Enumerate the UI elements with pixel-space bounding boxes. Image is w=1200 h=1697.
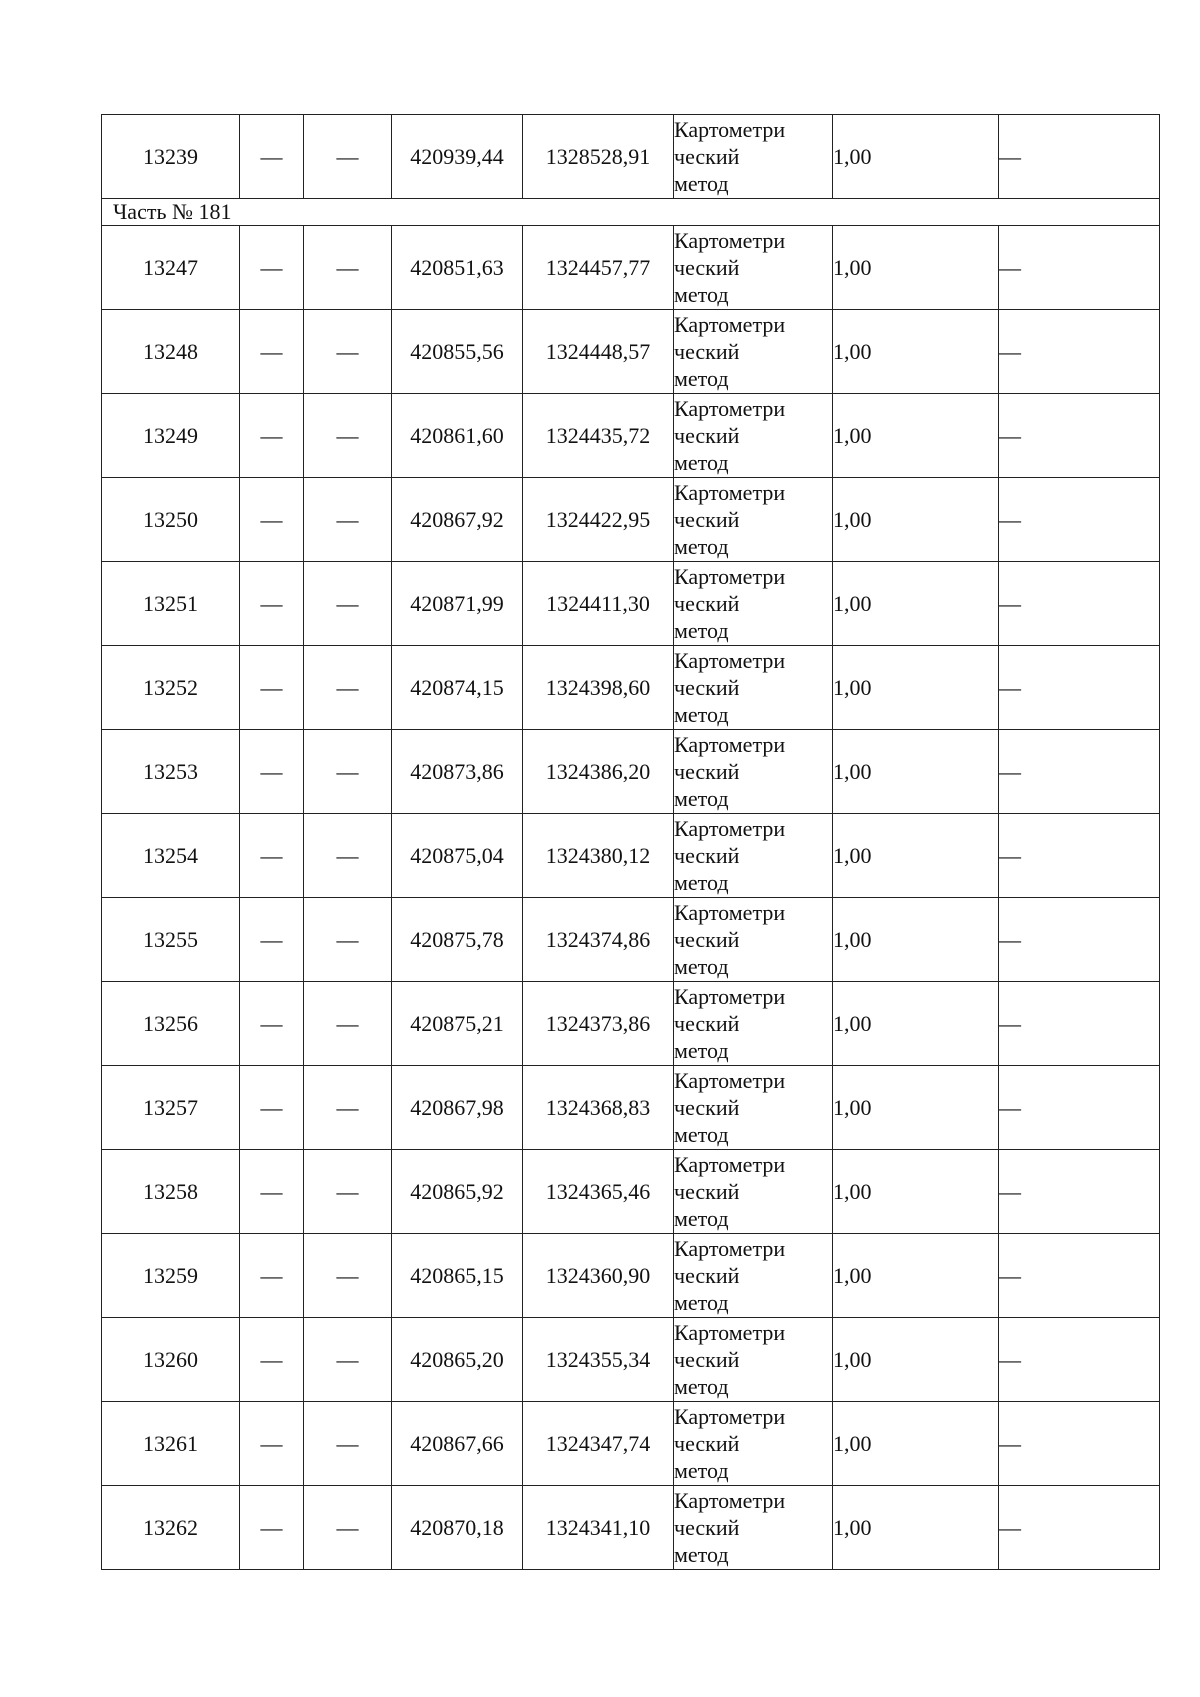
empty-cell: — — [999, 1486, 1160, 1570]
empty-cell: — — [240, 646, 304, 730]
empty-cell: — — [999, 814, 1160, 898]
point-number: 13256 — [102, 982, 240, 1066]
method-cell — [674, 115, 833, 199]
method-cell — [674, 310, 833, 394]
point-number: 13252 — [102, 646, 240, 730]
method-line: Картометри — [674, 480, 786, 505]
table-row — [102, 646, 1160, 730]
empty-cell: — — [999, 394, 1160, 478]
coordinate-x: 420855,56 — [392, 310, 523, 394]
point-number: 13257 — [102, 1066, 240, 1150]
coordinate-x: 420875,78 — [392, 898, 523, 982]
method-cell — [674, 646, 833, 730]
method-line: ческий — [674, 507, 740, 532]
empty-cell: — — [304, 562, 392, 646]
coordinate-x: 420939,44 — [392, 115, 523, 199]
empty-cell: — — [240, 1066, 304, 1150]
method-line: ческий — [674, 927, 740, 952]
coordinate-x: 420865,92 — [392, 1150, 523, 1234]
method-line: метод — [674, 171, 729, 196]
method-line: ческий — [674, 423, 740, 448]
coordinate-x: 420874,15 — [392, 646, 523, 730]
point-number: 13253 — [102, 730, 240, 814]
part-heading: Часть № 181 — [102, 199, 1160, 226]
accuracy-cell: 1,00 — [833, 1318, 999, 1402]
coordinate-x: 420861,60 — [392, 394, 523, 478]
coordinate-y: 1324380,12 — [523, 814, 674, 898]
empty-cell: — — [304, 1066, 392, 1150]
coordinate-y: 1328528,91 — [523, 115, 674, 199]
empty-cell: — — [304, 898, 392, 982]
coordinate-y: 1324422,95 — [523, 478, 674, 562]
empty-cell: — — [304, 1486, 392, 1570]
table-row — [102, 1066, 1160, 1150]
empty-cell: — — [304, 730, 392, 814]
table-body — [102, 115, 1160, 1570]
coordinate-x: 420865,15 — [392, 1234, 523, 1318]
method-line: Картометри — [674, 732, 786, 757]
method-line: метод — [674, 1038, 729, 1063]
empty-cell: — — [304, 982, 392, 1066]
method-line: метод — [674, 282, 729, 307]
empty-cell: — — [240, 898, 304, 982]
method-line: ческий — [674, 843, 740, 868]
empty-cell: — — [240, 1486, 304, 1570]
point-number: 13254 — [102, 814, 240, 898]
coordinate-x: 420851,63 — [392, 226, 523, 310]
method-line: метод — [674, 618, 729, 643]
method-line: метод — [674, 954, 729, 979]
method-cell — [674, 814, 833, 898]
empty-cell: — — [240, 1234, 304, 1318]
accuracy-cell: 1,00 — [833, 1234, 999, 1318]
method-line: метод — [674, 1206, 729, 1231]
method-cell — [674, 730, 833, 814]
coordinate-x: 420875,21 — [392, 982, 523, 1066]
table-row — [102, 898, 1160, 982]
method-line: ческий — [674, 1179, 740, 1204]
empty-cell: — — [304, 115, 392, 199]
method-line: Картометри — [674, 564, 786, 589]
empty-cell: — — [240, 814, 304, 898]
accuracy-cell: 1,00 — [833, 646, 999, 730]
method-line: Картометри — [674, 816, 786, 841]
empty-cell: — — [240, 1150, 304, 1234]
method-cell — [674, 1234, 833, 1318]
empty-cell: — — [304, 310, 392, 394]
coordinate-y: 1324374,86 — [523, 898, 674, 982]
method-line: ческий — [674, 1515, 740, 1540]
coordinate-x: 420867,98 — [392, 1066, 523, 1150]
method-cell — [674, 1150, 833, 1234]
empty-cell: — — [304, 1150, 392, 1234]
empty-cell: — — [240, 478, 304, 562]
coordinate-y: 1324360,90 — [523, 1234, 674, 1318]
table-row — [102, 1150, 1160, 1234]
method-line: метод — [674, 366, 729, 391]
accuracy-cell: 1,00 — [833, 898, 999, 982]
method-line: метод — [674, 450, 729, 475]
empty-cell: — — [240, 226, 304, 310]
method-cell — [674, 898, 833, 982]
accuracy-cell: 1,00 — [833, 226, 999, 310]
method-cell — [674, 562, 833, 646]
method-line: Картометри — [674, 1152, 786, 1177]
method-cell — [674, 478, 833, 562]
coordinate-y: 1324457,77 — [523, 226, 674, 310]
method-line: ческий — [674, 1347, 740, 1372]
coordinate-y: 1324341,10 — [523, 1486, 674, 1570]
empty-cell: — — [999, 646, 1160, 730]
point-number: 13250 — [102, 478, 240, 562]
method-line: ческий — [674, 255, 740, 280]
coordinate-y: 1324347,74 — [523, 1402, 674, 1486]
method-line: Картометри — [674, 1068, 786, 1093]
accuracy-cell: 1,00 — [833, 310, 999, 394]
empty-cell: — — [999, 115, 1160, 199]
coordinate-x: 420871,99 — [392, 562, 523, 646]
point-number: 13258 — [102, 1150, 240, 1234]
empty-cell: — — [999, 226, 1160, 310]
table-row — [102, 310, 1160, 394]
method-line: Картометри — [674, 228, 786, 253]
point-number: 13262 — [102, 1486, 240, 1570]
method-cell — [674, 394, 833, 478]
empty-cell: — — [240, 562, 304, 646]
empty-cell: — — [240, 1318, 304, 1402]
method-line: метод — [674, 1542, 729, 1567]
method-line: ческий — [674, 1095, 740, 1120]
method-line: метод — [674, 1290, 729, 1315]
accuracy-cell: 1,00 — [833, 1150, 999, 1234]
table-row — [102, 1486, 1160, 1570]
point-number: 13259 — [102, 1234, 240, 1318]
method-line: Картометри — [674, 984, 786, 1009]
empty-cell: — — [999, 1402, 1160, 1486]
method-cell — [674, 982, 833, 1066]
method-cell — [674, 1486, 833, 1570]
method-line: ческий — [674, 591, 740, 616]
method-line: метод — [674, 786, 729, 811]
empty-cell: — — [999, 478, 1160, 562]
empty-cell: — — [304, 478, 392, 562]
coordinate-y: 1324448,57 — [523, 310, 674, 394]
method-cell — [674, 1402, 833, 1486]
method-line: Картометри — [674, 312, 786, 337]
empty-cell: — — [999, 730, 1160, 814]
table-row — [102, 226, 1160, 310]
point-number: 13261 — [102, 1402, 240, 1486]
method-line: ческий — [674, 675, 740, 700]
method-cell — [674, 226, 833, 310]
empty-cell: — — [240, 394, 304, 478]
table-row — [102, 394, 1160, 478]
empty-cell: — — [240, 982, 304, 1066]
coordinate-y: 1324365,46 — [523, 1150, 674, 1234]
empty-cell: — — [999, 310, 1160, 394]
coordinate-x: 420867,92 — [392, 478, 523, 562]
method-line: ческий — [674, 759, 740, 784]
empty-cell: — — [999, 1066, 1160, 1150]
method-line: Картометри — [674, 117, 786, 142]
method-line: ческий — [674, 1011, 740, 1036]
point-number: 13248 — [102, 310, 240, 394]
coordinate-x: 420867,66 — [392, 1402, 523, 1486]
table-row — [102, 730, 1160, 814]
method-line: ческий — [674, 144, 740, 169]
method-line: метод — [674, 870, 729, 895]
accuracy-cell: 1,00 — [833, 1066, 999, 1150]
empty-cell: — — [240, 310, 304, 394]
empty-cell: — — [304, 394, 392, 478]
accuracy-cell: 1,00 — [833, 1402, 999, 1486]
accuracy-cell: 1,00 — [833, 394, 999, 478]
method-cell — [674, 1318, 833, 1402]
empty-cell: — — [999, 562, 1160, 646]
method-line: метод — [674, 1122, 729, 1147]
table-row — [102, 115, 1160, 199]
coordinate-y: 1324386,20 — [523, 730, 674, 814]
point-number: 13239 — [102, 115, 240, 199]
method-line: Картометри — [674, 1404, 786, 1429]
empty-cell: — — [304, 646, 392, 730]
empty-cell: — — [240, 1402, 304, 1486]
table-row — [102, 1318, 1160, 1402]
accuracy-cell: 1,00 — [833, 814, 999, 898]
table-row — [102, 1234, 1160, 1318]
point-number: 13247 — [102, 226, 240, 310]
method-line: Картометри — [674, 1320, 786, 1345]
empty-cell: — — [304, 814, 392, 898]
coordinate-x: 420865,20 — [392, 1318, 523, 1402]
coordinate-y: 1324355,34 — [523, 1318, 674, 1402]
method-line: Картометри — [674, 396, 786, 421]
method-line: метод — [674, 1458, 729, 1483]
method-line: Картометри — [674, 1236, 786, 1261]
method-line: ческий — [674, 1263, 740, 1288]
accuracy-cell: 1,00 — [833, 1486, 999, 1570]
empty-cell: — — [999, 1318, 1160, 1402]
table-row — [102, 814, 1160, 898]
method-line: метод — [674, 1374, 729, 1399]
empty-cell: — — [999, 1150, 1160, 1234]
table-row — [102, 562, 1160, 646]
point-number: 13260 — [102, 1318, 240, 1402]
empty-cell: — — [240, 730, 304, 814]
method-line: ческий — [674, 1431, 740, 1456]
table-row — [102, 982, 1160, 1066]
coordinates-table — [101, 114, 1160, 1570]
method-cell — [674, 1066, 833, 1150]
method-line: Картометри — [674, 648, 786, 673]
coordinate-y: 1324368,83 — [523, 1066, 674, 1150]
method-line: Картометри — [674, 1488, 786, 1513]
table-row — [102, 478, 1160, 562]
empty-cell: — — [304, 226, 392, 310]
method-line: метод — [674, 702, 729, 727]
coordinate-y: 1324435,72 — [523, 394, 674, 478]
accuracy-cell: 1,00 — [833, 562, 999, 646]
method-line: Картометри — [674, 900, 786, 925]
accuracy-cell: 1,00 — [833, 115, 999, 199]
coordinate-x: 420875,04 — [392, 814, 523, 898]
empty-cell: — — [304, 1234, 392, 1318]
empty-cell: — — [999, 898, 1160, 982]
point-number: 13255 — [102, 898, 240, 982]
accuracy-cell: 1,00 — [833, 982, 999, 1066]
method-line: ческий — [674, 339, 740, 364]
empty-cell: — — [999, 982, 1160, 1066]
part-heading-row — [102, 199, 1160, 226]
method-line: метод — [674, 534, 729, 559]
empty-cell: — — [304, 1318, 392, 1402]
coordinate-y: 1324411,30 — [523, 562, 674, 646]
coordinate-y: 1324373,86 — [523, 982, 674, 1066]
coordinate-x: 420870,18 — [392, 1486, 523, 1570]
empty-cell: — — [240, 115, 304, 199]
table-row — [102, 1402, 1160, 1486]
coordinate-y: 1324398,60 — [523, 646, 674, 730]
point-number: 13249 — [102, 394, 240, 478]
coordinate-x: 420873,86 — [392, 730, 523, 814]
accuracy-cell: 1,00 — [833, 478, 999, 562]
empty-cell: — — [999, 1234, 1160, 1318]
empty-cell: — — [304, 1402, 392, 1486]
accuracy-cell: 1,00 — [833, 730, 999, 814]
point-number: 13251 — [102, 562, 240, 646]
